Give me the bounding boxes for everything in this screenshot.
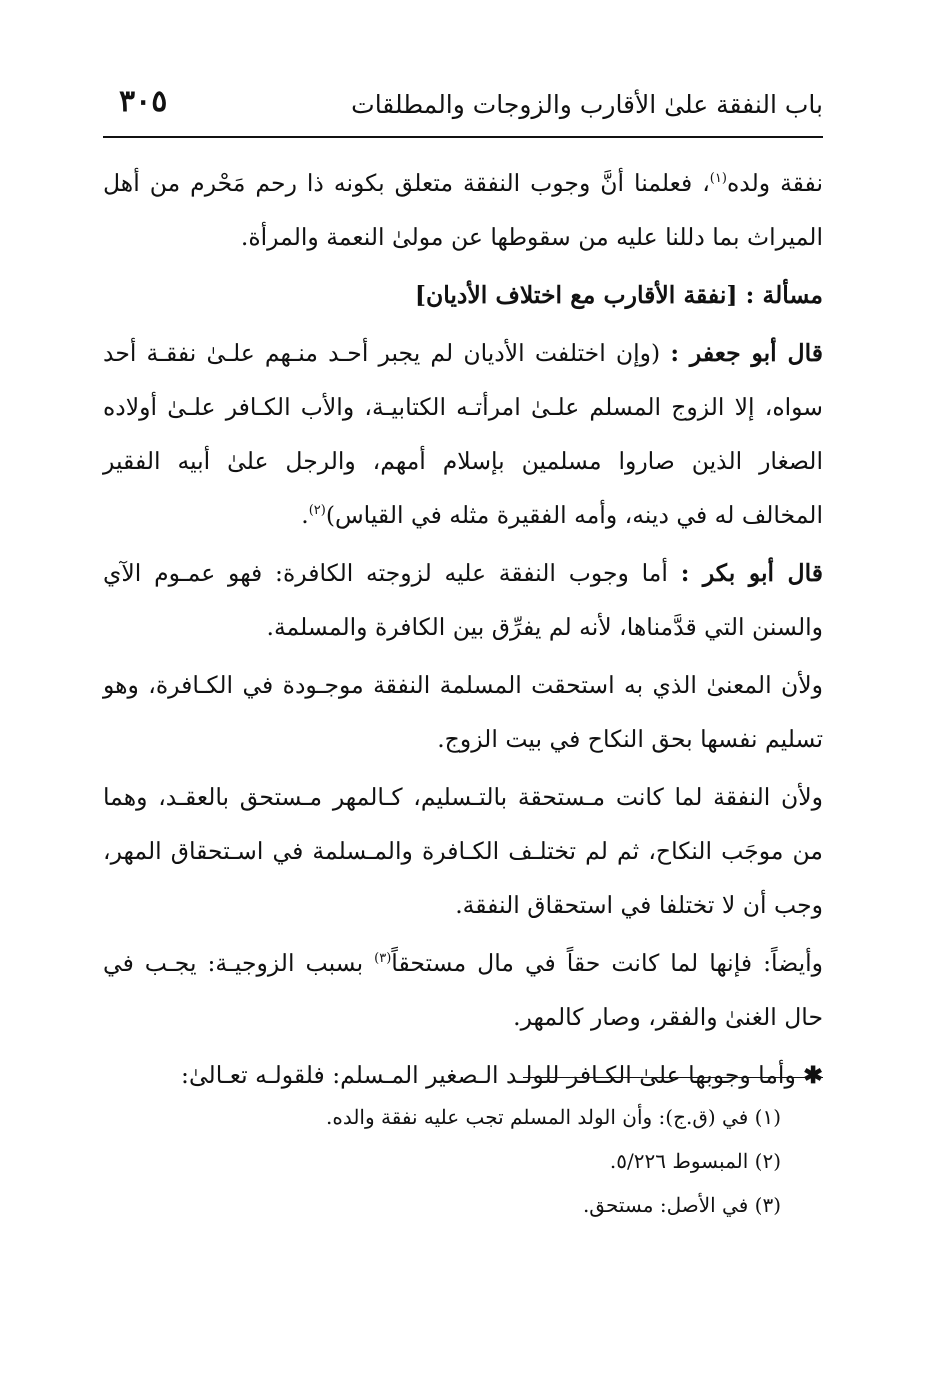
paragraph-4 bbox=[103, 658, 823, 766]
running-header bbox=[103, 80, 823, 138]
paragraph-text: ولأن المعنىٰ الذي به استحقت المسلمة النفقة موجـودة في الكـافرة، وهو تسليم نفسها بحق النكاح في بيت الزوج. bbox=[103, 671, 823, 753]
paragraph-text: ، فعلمنا أنَّ وجوب النفقة متعلق بكونه ذا رحم مَحْرم من أهل الميراث بما دللنا عليه من سقوطها عن مولىٰ النعمة والمرأة. bbox=[103, 169, 823, 251]
paragraph-text: ولأن النفقة لما كانت مـستحقة بالتـسليم، كـالمهر مـستحق بالعقـد، وهما من موجَب النكاح، ثم لم تختلـف الكـافرة والمـسلمة في اسـتحقاق المهر، وجب أن لا تختلفا في استحقاق النفقة. bbox=[103, 783, 823, 919]
paragraph-text: وأيضاً: فإنها لما كانت حقاً في مال مستحقاً bbox=[391, 949, 823, 977]
paragraph-text: وأما وجوبها علىٰ الكـافر للولـد الـصغير المـسلم: فلقولـه تعـالىٰ: bbox=[181, 1061, 796, 1089]
book-page bbox=[103, 80, 823, 1300]
footnote-2: (٢) المبسوط ٥/٢٢٦. bbox=[609, 1149, 781, 1173]
paragraph-6 bbox=[103, 936, 823, 1044]
footnote-ref-3[interactable]: (٣) bbox=[374, 951, 392, 967]
footnote-ref-1[interactable]: (١) bbox=[709, 171, 727, 187]
paragraph-text: (وإن اختلفت الأديان لم يجبر أحـد منـهم علـىٰ نفقـة أحد سواه، إلا الزوج المسلم علـىٰ امرأتـه الكتابيـة، والأب الكـافر علـىٰ أولاده الصغار الذين صاروا مسلمين بإسلام أمهم، والرجل علىٰ أبيه الفقير المخالف له في دينه، وأمه الفقيرة مثله في القياس) bbox=[103, 339, 823, 529]
footnote-ref-2[interactable]: (٢) bbox=[308, 503, 326, 519]
chapter-title: باب النفقة علىٰ الأقارب والزوجات والمطلقات bbox=[351, 90, 823, 119]
issue-title: [نفقة الأقارب مع اختلاف الأديان] bbox=[414, 281, 738, 309]
asterisk-icon: ✱ bbox=[803, 1061, 823, 1089]
paragraph-5 bbox=[103, 770, 823, 932]
issue-label: مسألة : bbox=[745, 281, 823, 309]
footnote-divider bbox=[523, 1077, 823, 1078]
footnote-1: (١) في (ق.ج): وأن الولد المسلم تجب عليه نفقة والده. bbox=[326, 1105, 781, 1129]
paragraph-text: نفقة ولده bbox=[726, 169, 823, 197]
page-number: ٣٠٥ bbox=[119, 84, 168, 119]
footnote-3: (٣) في الأصل: مستحق. bbox=[582, 1193, 781, 1217]
paragraph-7 bbox=[103, 1048, 823, 1102]
speaker-label: قال أبو بكر : bbox=[680, 559, 823, 587]
paragraph-text: أما وجوب النفقة عليه لزوجته الكافرة: فهو عمـوم الآي والسنن التي قدَّمناها، لأنه لم يفرِّق بين الكافرة والمسلمة. bbox=[103, 559, 823, 641]
speaker-label: قال أبو جعفر : bbox=[670, 339, 823, 367]
paragraph-1 bbox=[103, 156, 823, 264]
paragraph-3 bbox=[103, 546, 823, 654]
paragraph-text: بسبب الزوجيـة: يجـب في حال الغنىٰ والفقر، وصار كالمهر. bbox=[103, 949, 823, 1031]
paragraph-2 bbox=[103, 326, 823, 542]
main-text bbox=[103, 138, 823, 1102]
issue-heading bbox=[103, 268, 823, 322]
footnotes bbox=[121, 1095, 781, 1227]
paragraph-end: . bbox=[301, 501, 309, 529]
